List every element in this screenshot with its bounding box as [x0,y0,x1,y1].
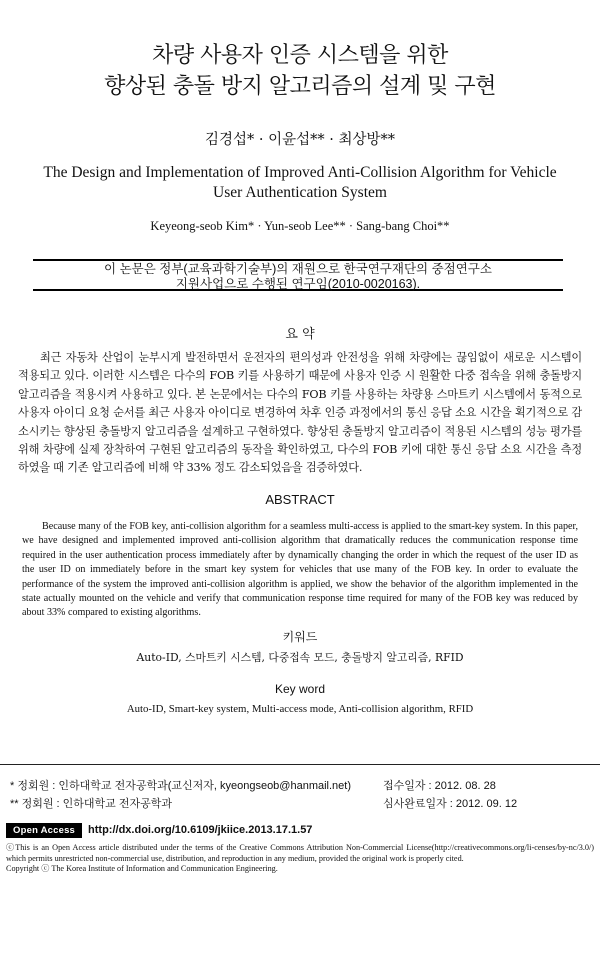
affiliation-footnote-1: * 정회원 : 인하대학교 전자공학과(교신저자, kyeongseob@hanmail.net) [10,780,351,792]
funding-note [33,259,563,291]
english-authors: Keyeong-seob Kim* · Yun-seob Lee** · Sang-bang Choi** [150,219,450,233]
korean-title [0,40,600,102]
english-title: The Design and Implementation of Improved Anti-Collision Algorithm for Vehicle User Authentication System [43,164,557,201]
english-abstract-body: Because many of the FOB key, anti-collision algorithm for a seamless multi-access is applied to the smart-key system. In this paper, we have designed and implemented improved anti-collision algorithm that dramatically reduces the communication response time required in the user authentication process immediately after by dynamically changing the order in which the request of the user ID as the user ID on immediately before in the smart key system for vehicles that use many of the FOB key. In order to evaluate the performance of the system the improved anti-collision algorithm is applied, we show the behavior of the algorithm implemented in the state actually mounted on the vehicle and verify that communication response time required for many of the FOB key was reduced by about 33% compared to existing algorithms. [22,521,578,619]
english-keywords: Auto-ID, Smart-key system, Multi-access mode, Anti-collision algorithm, RFID [126,703,474,715]
korean-keywords-heading: 키워드 [282,630,318,644]
korean-keywords: Auto-ID, 스마트키 시스템, 다중접속 모드, 충돌방지 알고리즘, RFID [136,651,464,664]
affiliation-footnote-2: ** 정회원 : 인하대학교 전자공학과 [10,798,172,810]
korean-title-line-1: 차량 사용자 인증 시스템을 위한 [152,43,448,68]
english-keywords-heading: Key word [274,682,326,696]
received-date: 접수일자 : 2012. 08. 28 [383,780,496,792]
funding-line-1: 이 논문은 정부(교육과학기술부)의 재원으로 한국연구재단의 중점연구소 [104,262,492,276]
funding-line-2: 지원사업으로 수행된 연구임(2010-0020163). [175,277,421,291]
korean-abstract-heading: 요 약 [285,327,315,342]
copyright-notice: Copyright ⓒ The Korea Institute of Information and Communication Engineering. [6,864,278,873]
license-statement: ⓒThis is an Open Access article distributed under the terms of the Creative Commons Attribution Non-Commercial License(http://creativecommons.org/li-censes/by-nc/3.0/) which permits unrestricted non-commercial use, distribution, and reproduction in any medium, provided the original work is properly cited. [6,843,594,863]
footnote-divider [0,764,600,765]
doi-link[interactable]: http://dx.doi.org/10.6109/jkiice.2013.17.1.57 [88,824,313,836]
accepted-date: 심사완료일자 : 2012. 09. 12 [383,798,518,810]
korean-title-line-2: 향상된 충돌 방지 알고리즘의 설계 및 구현 [104,74,496,99]
open-access-badge: Open Access [6,823,82,838]
korean-authors: 김경섭* · 이윤섭** · 최상방** [205,132,395,148]
open-access-row [6,822,312,838]
korean-abstract-body: 최근 자동차 산업이 눈부시게 발전하면서 운전자의 편의성과 안전성을 위해 차량에는 끊임없이 새로운 시스템이 적용되고 있다. 이러한 시스템은 다수의 FOB 키를 사용하기 때문에 사용자 인증 시 원활한 다중 접속을 위해 충돌방지 알고리즘을 적용시켜 사용하고 있다. 본 논문에서는 다수의 FOB 키를 사용하는 차량용 스마트키 시스템에서 동적으로 사용자 아이디 요청 순서를 최근 사용자 아이디로 변경하여 차후 인증 과정에서의 통신 응답 소요 시간을 획기적으로 감소시키는 향상된 충돌방지 알고리즘을 설계하고 구현하였다. 향상된 충돌방지 알고리즘이 적용된 시스템의 성능 평가를 위해 차량에 실제 장착하여 구현된 알고리즘의 동작을 확인하였고, 다수의 FOB 키에 대한 통신 응답 소요 시간을 측정하였을 때 기존 알고리즘에 비해 약 33% 정도 감소되었음을 검증하였다. [18,351,582,475]
english-abstract-heading: ABSTRACT [265,492,335,507]
